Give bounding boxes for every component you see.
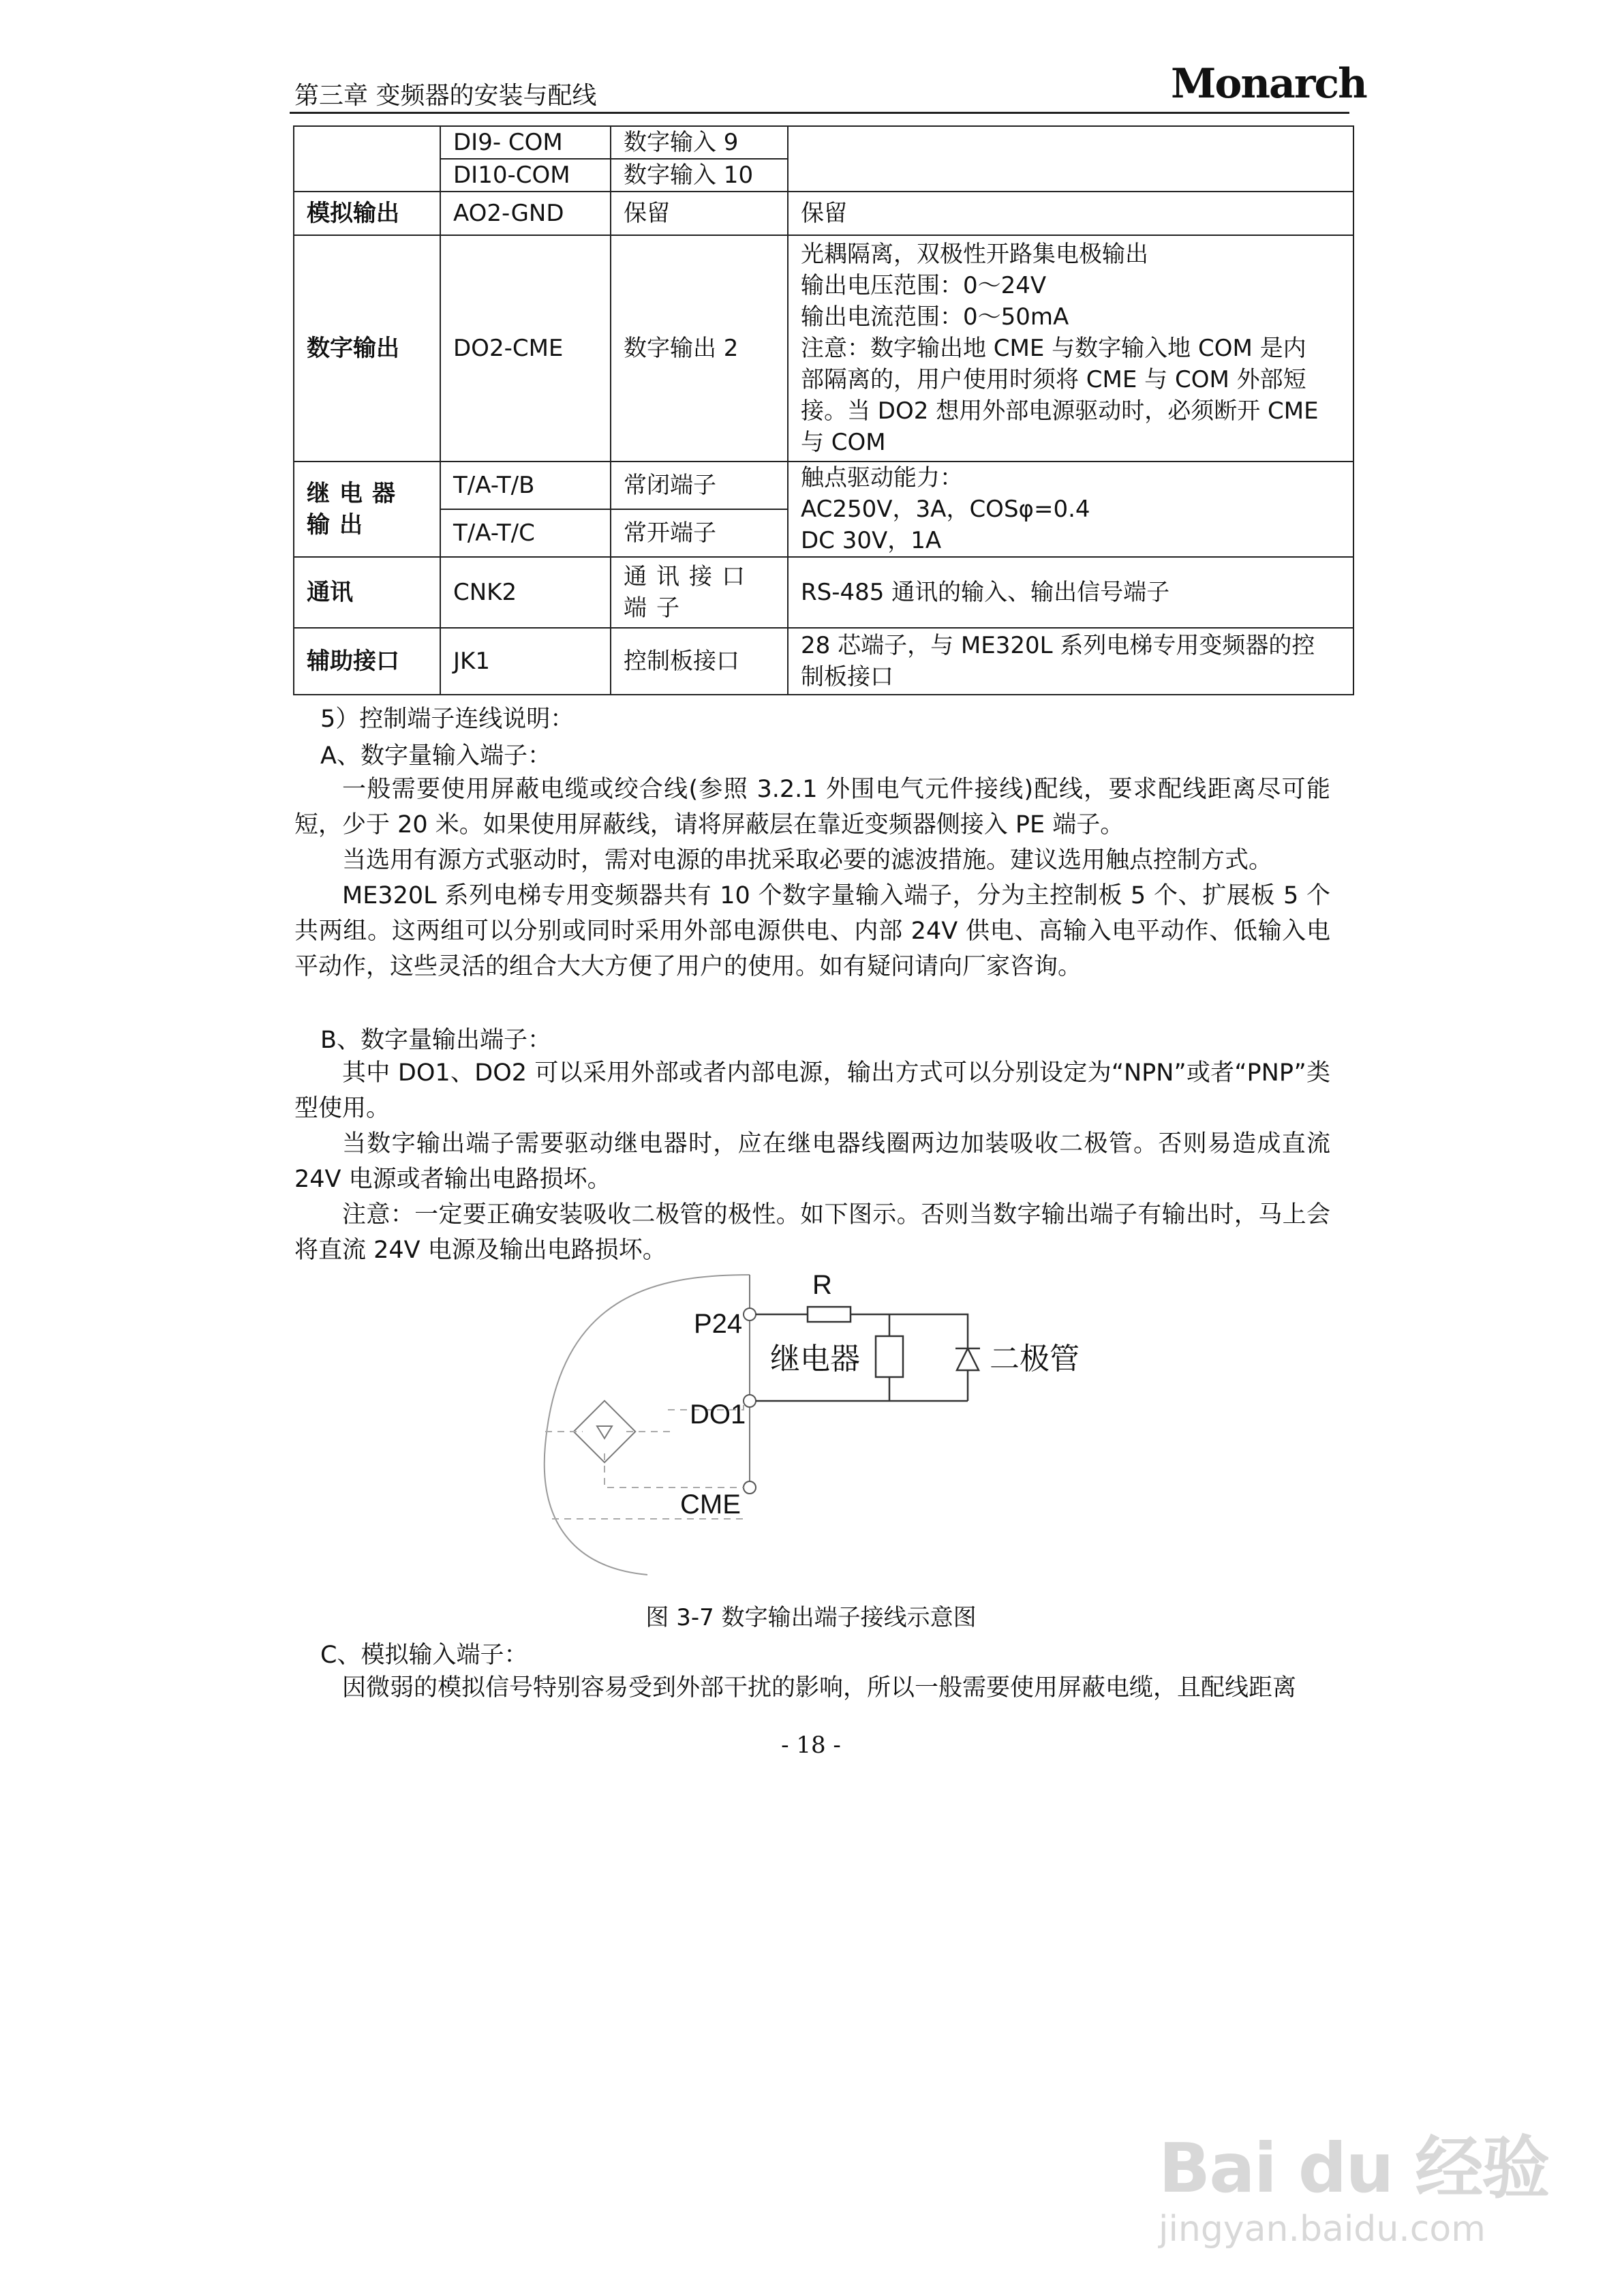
desc-line: 输出电压范围：0～24V	[801, 272, 1047, 299]
table-row	[294, 235, 1353, 462]
table-cell-desc	[788, 628, 1353, 695]
table-cell-terminal: AO2-GND	[440, 192, 611, 235]
desc-line: 制板接口	[801, 663, 893, 691]
paragraph: 因微弱的模拟信号特别容易受到外部干扰的影响，所以一般需要使用屏蔽电缆，且配线距离	[342, 1674, 1297, 1702]
table-cell-name: 数字输入 10	[611, 159, 788, 192]
table-row	[294, 628, 1353, 695]
table-cell-desc	[788, 235, 1353, 462]
table-cell-category: 数字输出	[294, 235, 440, 462]
paragraph: 当选用有源方式驱动时，需对电源的串扰采取必要的滤波措施。建议选用触点控制方式。	[342, 847, 1273, 874]
table-cell-category: 辅助接口	[294, 628, 440, 695]
table-cell-name: 数字输入 9	[611, 126, 788, 159]
table-cell-terminal: T/A-T/B	[440, 462, 611, 509]
label-p24: P24	[694, 1309, 743, 1339]
label-cme: CME	[680, 1490, 741, 1520]
header-divider	[290, 112, 1349, 114]
desc-line: AC250V，3A，COSφ=0.4	[801, 496, 1090, 523]
table-cell-name: 保留	[611, 192, 788, 235]
subsection-heading: A、数字量输入端子：	[320, 742, 551, 770]
relay-coil-symbol	[876, 1336, 903, 1377]
subsection-heading: C、模拟输入端子：	[320, 1642, 528, 1669]
page-number: - 18 -	[781, 1732, 841, 1759]
desc-line: 28 芯端子，与 ME320L 系列电梯专用变频器的控	[801, 632, 1315, 659]
desc-line: 触点驱动能力：	[801, 464, 963, 492]
table-cell-terminal: JK1	[440, 628, 611, 695]
watermark-url: jingyan.baidu.com	[1159, 2209, 1486, 2250]
table-cell-terminal: CNK2	[440, 557, 611, 628]
terminal-cme	[744, 1481, 756, 1494]
paragraph: 当数字输出端子需要驱动继电器时，应在继电器线圈两边加装吸收二极管。否则易造成直流 24V 电源或者输出电路损坏。	[294, 1130, 1330, 1193]
table-cell-name: 常闭端子	[611, 462, 788, 509]
table-cell-category	[294, 126, 440, 192]
watermark-brand: Bai du 经验	[1159, 2128, 1549, 2208]
table-cell-desc: 保留	[788, 192, 1353, 235]
desc-line: 接。当 DO2 想用外部电源驱动时，必须断开 CME	[801, 397, 1319, 425]
table-row	[294, 126, 1353, 159]
table-row	[294, 192, 1353, 235]
label-do1: DO1	[690, 1400, 746, 1430]
table-cell-name: 控制板接口	[611, 628, 788, 695]
table-cell-desc	[788, 462, 1353, 557]
diode-symbol	[957, 1348, 979, 1370]
terminal-p24	[744, 1308, 756, 1320]
table-cell-name: 通讯接口端子	[611, 557, 788, 628]
section-heading: 5）控制端子连线说明：	[320, 706, 575, 733]
desc-line: 光耦隔离，双极性开路集电极输出	[801, 241, 1148, 268]
brand-logo: Monarch	[1171, 60, 1366, 108]
label-diode: 二极管	[990, 1342, 1080, 1376]
table-row	[294, 462, 1353, 509]
resistor-symbol	[808, 1307, 851, 1322]
table-cell-terminal: T/A-T/C	[440, 509, 611, 557]
table-cell-desc: RS-485 通讯的输入、输出信号端子	[788, 557, 1353, 628]
label-relay: 继电器	[770, 1342, 860, 1376]
table-cell-desc	[788, 126, 1353, 192]
table-cell-category: 模拟输出	[294, 192, 440, 235]
figure-caption: 图 3-7 数字输出端子接线示意图	[645, 1604, 977, 1631]
desc-line: 输出电流范围：0～50mA	[801, 303, 1069, 331]
table-cell-category: 通讯	[294, 557, 440, 628]
desc-line: 与 COM	[801, 429, 886, 456]
terminal-spec-table	[293, 125, 1354, 695]
table-cell-terminal: DI9- COM	[440, 126, 611, 159]
table-cell-terminal: DI10-COM	[440, 159, 611, 192]
table-cell-name: 数字输出 2	[611, 235, 788, 462]
subsection-heading: B、数字量输出端子：	[320, 1027, 552, 1054]
desc-line: 部隔离的，用户使用时须将 CME 与 COM 外部短	[801, 366, 1306, 393]
table-cell-terminal: DO2-CME	[440, 235, 611, 462]
table-cell-name: 常开端子	[611, 509, 788, 557]
paragraph: 其中 DO1、DO2 可以采用外部或者内部电源，输出方式可以分别设定为“NPN”或者“PNP”类型使用。	[294, 1059, 1330, 1122]
wiring-diagram	[532, 1268, 1118, 1582]
label-r: R	[812, 1270, 832, 1300]
chapter-title: 第三章 变频器的安装与配线	[294, 82, 597, 110]
paragraph: ME320L 系列电梯专用变频器共有 10 个数字量输入端子，分为主控制板 5 个、扩展板 5 个共两组。这两组可以分别或同时采用外部电源供电、内部 24V 供电、高输入电平动作、低输入电平动作，这些灵活的组合大大方便了用户的使用。如有疑问请向厂家咨询。	[294, 882, 1330, 980]
optocoupler-led-icon	[597, 1426, 612, 1438]
table-row	[294, 557, 1353, 628]
desc-line: 注意：数字输出地 CME 与数字输入地 COM 是内	[801, 335, 1306, 362]
optocoupler-symbol	[574, 1401, 636, 1463]
paragraph: 注意：一定要正确安装吸收二极管的极性。如下图示。否则当数字输出端子有输出时，马上会将直流 24V 电源及输出电路损坏。	[294, 1201, 1330, 1264]
table-cell-category: 继电器输出	[294, 462, 440, 557]
paragraph: 一般需要使用屏蔽电缆或绞合线(参照 3.2.1 外围电气元件接线)配线，要求配线距离尽可能短，少于 20 米。如果使用屏蔽线，请将屏蔽层在靠近变频器侧接入 PE 端子。	[294, 776, 1330, 839]
desc-line: DC 30V，1A	[801, 527, 942, 554]
